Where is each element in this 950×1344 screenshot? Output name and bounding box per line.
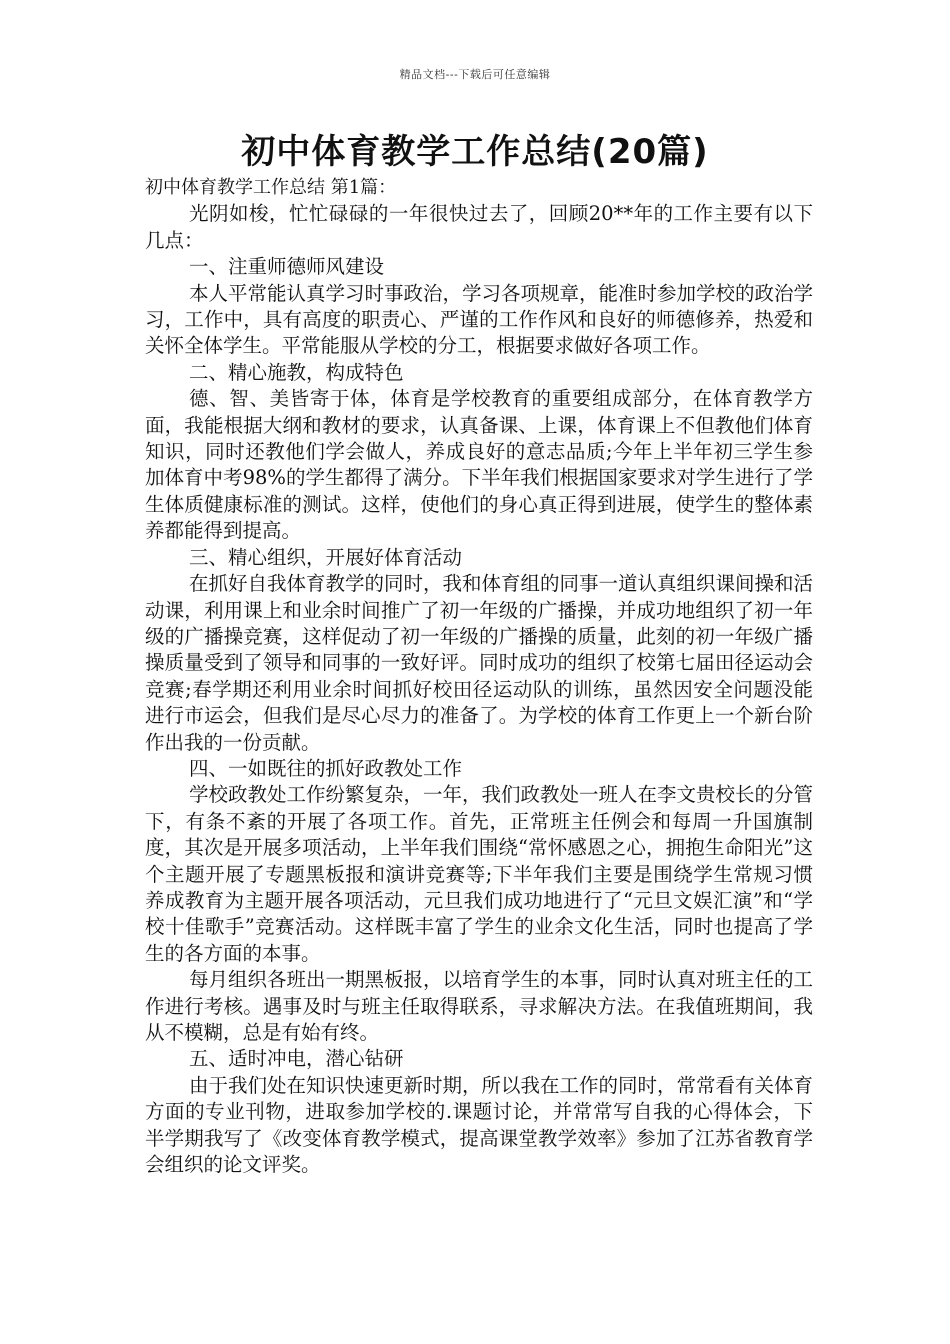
paragraph-4a: 学校政教处工作纷繁复杂，一年，我们政教处一班人在李文贵校长的分管下，有条不紊的开展了各项工作。首先，正常班主任例会和每周一升国旗制度，其次是开展多项活动，上半年我们围绕“常怀感恩之心，拥抱生命阳光”这个主题开展了专题黑板报和演讲竞赛等;下半年我们主要是围绕学生常规习惯养成教育为主题开展各项活动，元旦我们成功地进行了“元旦文娱汇演”和“学校十佳歌手”竞赛活动。这样既丰富了学生的业余文化生活，同时也提高了学生的各方面的本事。 [145,783,814,965]
section-heading-2: 二、精心施教，构成特色 [189,360,404,384]
section-heading-3: 三、精心组织，开展好体育活动 [189,545,463,569]
section-heading-4: 四、一如既往的抓好政教处工作 [189,756,463,780]
header-note: 精品文档---下载后可任意编辑 [399,68,551,81]
paragraph-4b: 每月组织各班出一期黑板报，以培育学生的本事，同时认真对班主任的工作进行考核。遇事及时与班主任取得联系，寻求解决方法。在我值班期间，我从不模糊，总是有始有终。 [145,968,814,1044]
paragraph-intro: 光阴如梭，忙忙碌碌的一年很快过去了，回顾20**年的工作主要有以下几点： [145,202,813,252]
paragraph-3: 在抓好自我体育教学的同时，我和体育组的同事一道认真组织课间操和活动课，利用课上和业余时间推广了初一年级的广播操，并成功地组织了初一年级的广播操竞赛，这样促动了初一年级的广播操的质量，此刻的初一年级广播操质量受到了领导和同事的一致好评。同时成功的组织了校第七届田径运动会竞赛;春学期还利用业余时间抓好校田径运动队的训练，虽然因安全问题没能进行市运会，但我们是尽心尽力的准备了。为学校的体育工作更上一个新台阶作出我的一份贡献。 [145,572,814,754]
section-heading-5: 五、适时冲电，潜心钻研 [189,1047,404,1071]
article-subheading: 初中体育教学工作总结 第1篇： [145,177,397,198]
paragraph-5: 由于我们处在知识快速更新时期，所以我在工作的同时，常常看有关体育方面的专业刊物，进取参加学校的.课题讨论，并常常写自我的心得体会，下半学期我写了《改变体育教学模式，提高课堂教学效率》参加了江苏省教育学会组织的论文评奖。 [145,1073,814,1177]
section-heading-1: 一、注重师德师风建设 [189,255,385,279]
document-body [145,175,813,1178]
paragraph-1: 本人平常能认真学习时事政治，学习各项规章，能准时参加学校的政治学习，工作中，具有高度的职责心、严谨的工作作风和良好的师德修养，热爱和关怀全体学生。平常能服从学校的分工，根据要求做好各项工作。 [145,281,814,358]
paragraph-2: 德、智、美皆寄于体，体育是学校教育的重要组成部分，在体育教学方面，我能根据大纲和教材的要求，认真备课、上课，体育课上不但教他们体育知识，同时还教他们学会做人，养成良好的意志品质;今年上半年初三学生参加体育中考98%的学生都得了满分。下半年我们根据国家要求对学生进行了学生体质健康标准的测试。这样，使他们的身心真正得到进展，使学生的整体素养都能得到提高。 [145,387,813,543]
document-title: 初中体育教学工作总结(20篇) [241,132,709,172]
